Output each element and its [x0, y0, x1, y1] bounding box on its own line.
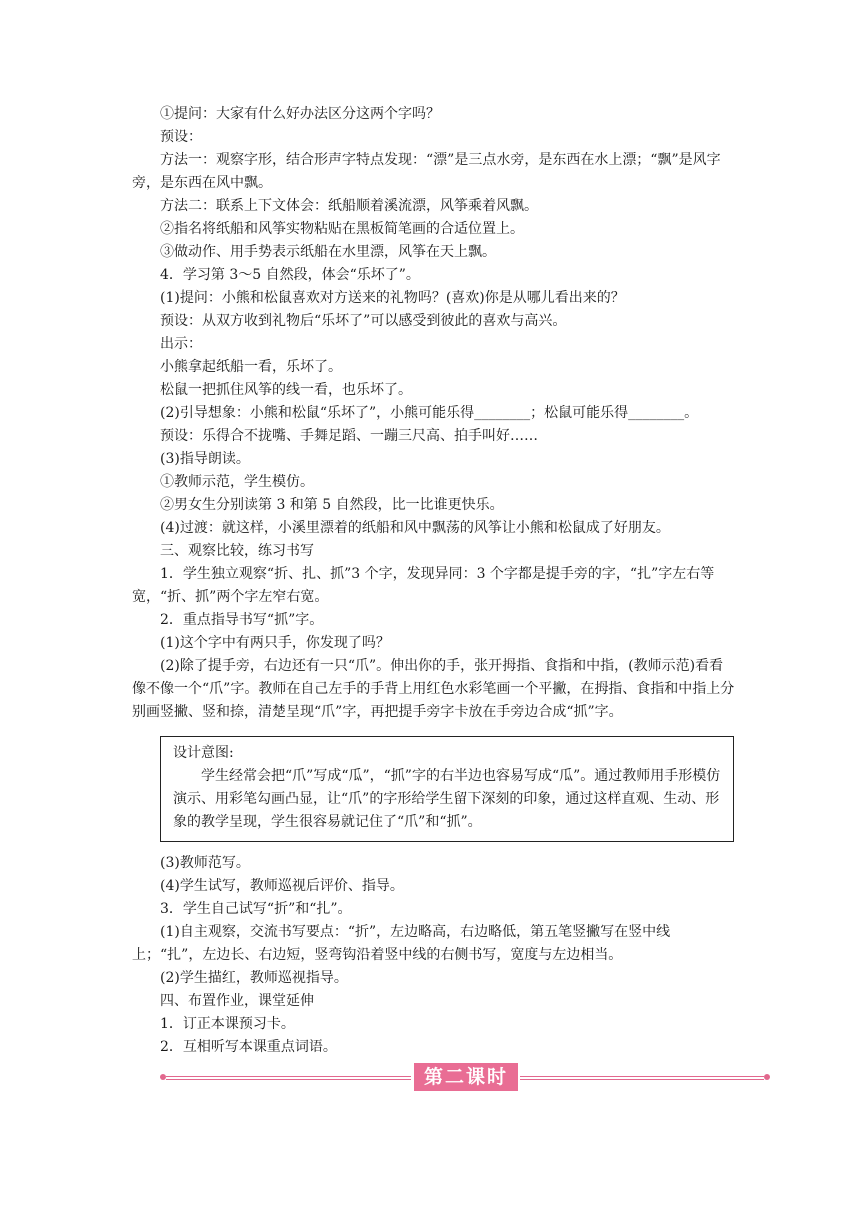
paragraph: (1)这个字中有两只手，你发现了吗？ [160, 635, 390, 651]
paragraph: 1．学生独立观察“折、扎、抓”3 个字，发现异同：3 个字都是提手旁的字，“扎”字左右等宽，“折、抓”两个字左窄右宽。 [132, 566, 715, 605]
paragraph: (2)学生描红，教师巡视指导。 [160, 970, 348, 986]
section-divider [160, 1063, 770, 1091]
paragraph: 预设： [160, 129, 202, 145]
paragraph: 预设：乐得合不拢嘴、手舞足蹈、一蹦三尺高、拍手叫好…… [160, 428, 538, 444]
paragraph: 4．学习第 3～5 自然段，体会“乐坏了”。 [160, 267, 420, 283]
paragraph: 小熊拿起纸船一看，乐坏了。 [160, 359, 342, 375]
design-intent-title: 设计意图: [173, 745, 234, 761]
paragraph: 2．互相听写本课重点词语。 [160, 1039, 337, 1055]
paragraph: ①教师示范，学生模仿。 [160, 474, 314, 490]
paragraph: 2．重点指导书写“抓”字。 [160, 612, 324, 628]
divider-left-line [166, 1076, 411, 1080]
paragraph: 松鼠一把抓住风筝的线一看，也乐坏了。 [160, 382, 412, 398]
paragraph: (4)过渡：就这样，小溪里漂着的纸船和风中飘荡的风筝让小熊和松鼠成了好朋友。 [160, 520, 670, 536]
paragraph: 1．订正本课预习卡。 [160, 1016, 295, 1032]
paragraph: 预设：从双方收到礼物后“乐坏了”可以感受到彼此的喜欢与高兴。 [160, 313, 567, 329]
paragraph: 出示： [160, 336, 202, 352]
paragraph: 方法一：观察字形，结合形声字特点发现：“漂”是三点水旁，是东西在水上漂；“飘”是风字旁，是东西在风中飘。 [132, 152, 721, 191]
lesson-content [132, 103, 736, 1059]
paragraph: 3．学生自己试写“折”和“扎”。 [160, 901, 352, 917]
divider-right-line [520, 1076, 764, 1080]
paragraph: (1)提问：小熊和松鼠喜欢对方送来的礼物吗？(喜欢)你是从哪儿看出来的？ [160, 290, 625, 306]
paragraph: 方法二：联系上下文体会：纸船顺着溪流漂，风筝乘着风飘。 [160, 198, 538, 214]
paragraph: (3)教师范写。 [160, 855, 250, 871]
paragraph: (4)学生试写，教师巡视后评价、指导。 [160, 878, 404, 894]
design-intent-box [160, 736, 734, 842]
paragraph: (1)自主观察，交流书写要点：“折”，左边略高，右边略低，第五笔竖撇写在竖中线上；“扎”，左边长、右边短，竖弯钩沿着竖中线的右侧书写，宽度与左边相当。 [132, 924, 671, 963]
paragraph-group-bottom [132, 852, 736, 1059]
paragraph: 四、布置作业，课堂延伸 [160, 993, 314, 1009]
paragraph: ②男女生分别读第 3 和第 5 自然段，比一比谁更快乐。 [160, 497, 504, 513]
paragraph-group-top [132, 103, 736, 724]
paragraph: 三、观察比较，练习书写 [160, 543, 314, 559]
paragraph: ③做动作、用手势表示纸船在水里漂，风筝在天上飘。 [160, 244, 496, 260]
paragraph: ②指名将纸船和风筝实物粘贴在黑板简笔画的合适位置上。 [160, 221, 524, 237]
paragraph: (3)指导朗读。 [160, 451, 250, 467]
divider-right-dot [764, 1074, 770, 1080]
design-intent-body: 学生经常会把“爪”写成“瓜”，“抓”字的右半边也容易写成“瓜”。通过教师用手形模仿演示、用彩笔勾画凸显，让“爪”的字形给学生留下深刻的印象，通过这样直观、生动、形象的教学呈现，学生很容易就记住了“爪”和“抓”。 [173, 768, 721, 830]
paragraph: ①提问：大家有什么好办法区分这两个字吗？ [160, 106, 440, 122]
section-title: 第二课时 [414, 1063, 518, 1091]
paragraph: (2)引导想象：小熊和松鼠“乐坏了”，小熊可能乐得________；松鼠可能乐得________。 [160, 405, 699, 421]
paragraph: (2)除了提手旁，右边还有一只“爪”。伸出你的手，张开拇指、食指和中指，(教师示范)看看像不像一个“爪”字。教师在自己左手的手背上用红色水彩笔画一个平撇，在拇指、食指和中指上分别画竖撇、竖和捺，清楚呈现“爪”字，再把提手旁字卡放在手旁边合成“抓”字。 [132, 658, 735, 720]
